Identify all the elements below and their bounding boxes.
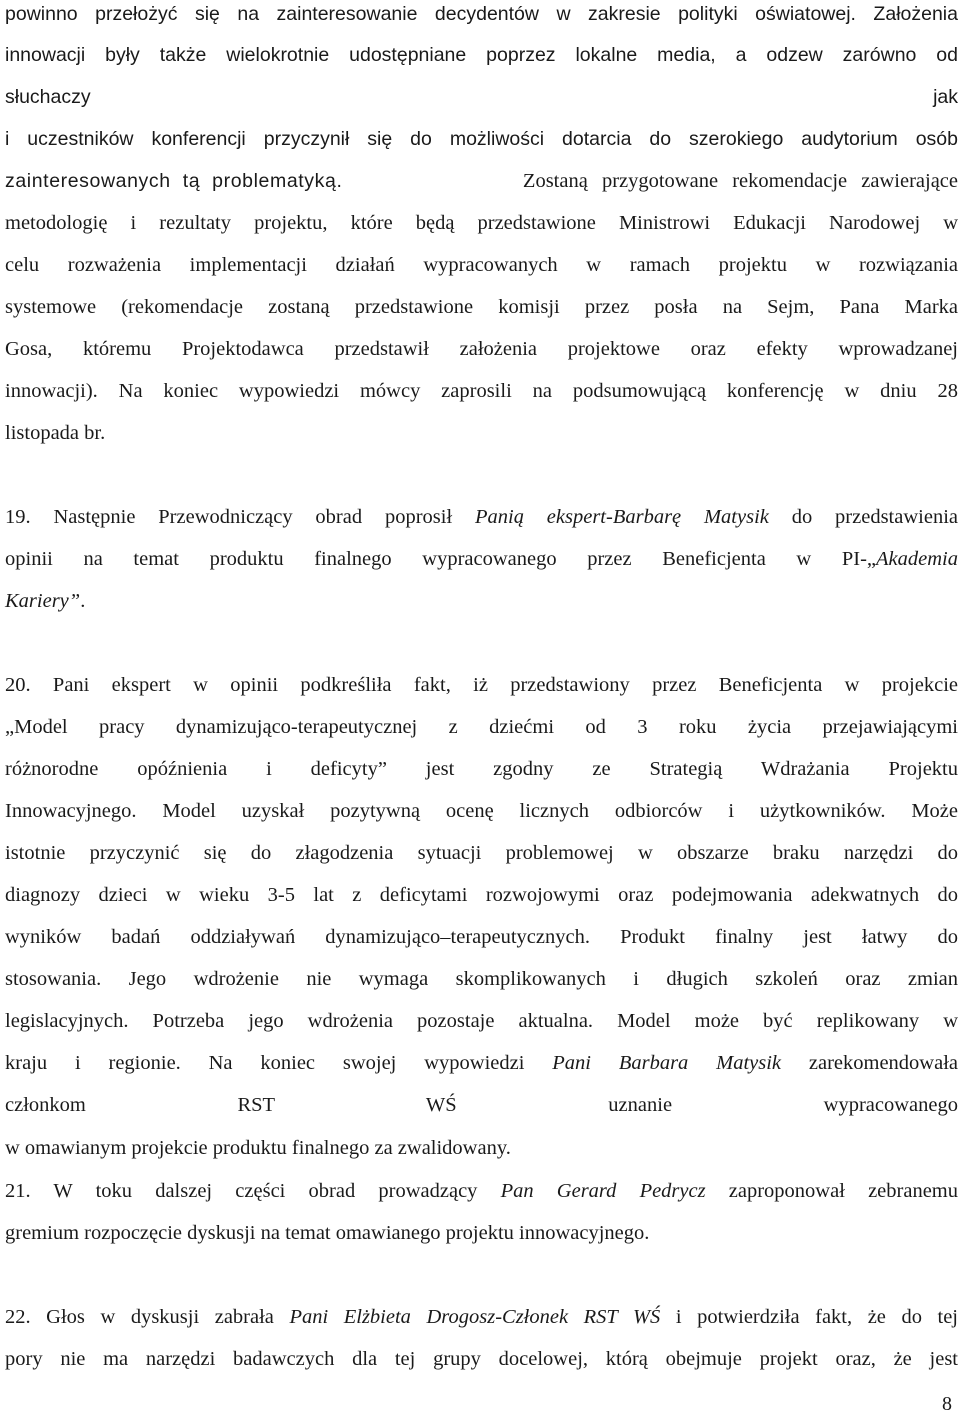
intro-line-11: listopada br. <box>5 422 106 444</box>
intro-line-1: powinno przełożyć się na zainteresowanie decydentów w zakresie polityki oświatowej. Założenia <box>5 3 958 25</box>
intro-line-7: celu rozważenia implementacji działań wypracowanych w ramach projektu w rozwiązania <box>5 254 958 276</box>
intro-line-4: i uczestników konferencji przyczynił się do możliwości dotarcia do szerokiego audytorium osób <box>5 128 958 150</box>
item-21-line-1 <box>5 1179 958 1203</box>
intro-line-3-text: słuchaczy <box>5 86 91 108</box>
item-19-text-a: 19. Następnie Przewodniczący obrad poprosił <box>5 506 475 528</box>
item-19-text-l2a: opinii na temat produktu finalnego wypracowanego przez Beneficjenta w PI-„ <box>5 548 877 570</box>
item-20-line-3: różnorodne opóźnienia i deficyty” jest zgodny ze Strategią Wdrażania Projektu <box>5 758 958 780</box>
item-20-person: Pani Barbara Matysik <box>552 1052 782 1074</box>
item-20-line-12: w omawianym projekcie produktu finalnego za zwalidowany. <box>5 1137 511 1159</box>
item-19-title-part2: Kariery” <box>5 590 81 612</box>
item-20-line-9: legislacyjnych. Potrzeba jego wdrożenia pozostaje aktualna. Model może być replikowany w <box>5 1010 958 1032</box>
item-20-line-10 <box>5 1051 958 1075</box>
intro-line-5-sans: zainteresowanych tą problematyką. <box>5 170 343 192</box>
intro-line-3 <box>5 85 958 109</box>
item-20-line-7: wyników badań oddziaływań dynamizująco–terapeutycznych. Produkt finalny jest łatwy do <box>5 926 958 948</box>
item-22-line-1 <box>5 1305 958 1329</box>
item-21-text-a: 21. W toku dalszej części obrad prowadzący <box>5 1180 501 1202</box>
item-20-line-6: diagnozy dzieci w wieku 3-5 lat z deficytami rozwojowymi oraz podejmowania adekwatnych do <box>5 884 958 906</box>
intro-line-10: innowacji). Na koniec wypowiedzi mówcy zaprosili na podsumowującą konferencję w dniu 28 <box>5 380 958 402</box>
item-21-text-c: zaproponował zebranemu <box>705 1180 958 1202</box>
item-19-title-part1: Akademia <box>876 548 958 570</box>
item-20-line-8: stosowania. Jego wdrożenie nie wymaga skomplikowanych i długich szkoleń oraz zmian <box>5 968 958 990</box>
page-number: 8 <box>942 1393 952 1415</box>
item-19-text-c: do przedstawienia <box>768 506 958 528</box>
intro-line-6: metodologię i rezultaty projektu, które będą przedstawione Ministrowi Edukacji Narodowej w <box>5 212 958 234</box>
intro-line-5 <box>5 169 958 193</box>
item-19-period: . <box>80 590 86 612</box>
item-20-text-c: zarekomendowała <box>781 1052 959 1074</box>
item-20-line-11: członkom RST WŚ uznanie wypracowanego <box>5 1094 958 1116</box>
item-19-line-3 <box>5 589 958 613</box>
item-21-person: Pan Gerard Pedrycz <box>500 1180 706 1202</box>
intro-line-3-end: jak <box>933 86 958 108</box>
item-22-text-c: i potwierdziła fakt, że do tej <box>660 1306 958 1328</box>
item-21-line-2: gremium rozpoczęcie dyskusji na temat omawianego projektu innowacyjnego. <box>5 1222 650 1244</box>
item-20-line-4: Innowacyjnego. Model uzyskał pozytywną ocenę licznych odbiorców i użytkowników. Może <box>5 800 958 822</box>
intro-line-5-serif: Zostaną przygotowane rekomendacje zawierające <box>522 170 958 192</box>
item-19-line-2 <box>5 547 958 571</box>
intro-line-9: Gosa, któremu Projektodawca przedstawił założenia projektowe oraz efekty wprowadzanej <box>5 338 958 360</box>
item-20-line-1: 20. Pani ekspert w opinii podkreśliła fakt, iż przedstawiony przez Beneficjenta w projekcie <box>5 674 958 696</box>
item-19-line-1 <box>5 505 958 529</box>
item-22-line-2: pory nie ma narzędzi badawczych dla tej grupy docelowej, którą obejmuje projekt oraz, że jest <box>5 1348 958 1370</box>
intro-line-2: innowacji były także wielokrotnie udostępniane poprzez lokalne media, a odzew zarówno od <box>5 44 958 66</box>
item-20-line-5: istotnie przyczynić się do złagodzenia sytuacji problemowej w obszarze braku narzędzi do <box>5 842 958 864</box>
item-20-text-a: kraju i regionie. Na koniec swojej wypowiedzi <box>5 1052 553 1074</box>
item-22-person: Pani Elżbieta Drogosz-Członek RST WŚ <box>289 1306 661 1328</box>
item-22-text-a: 22. Głos w dyskusji zabrała <box>5 1306 290 1328</box>
intro-line-8: systemowe (rekomendacje zostaną przedstawione komisji przez posła na Sejm, Pana Marka <box>5 296 958 318</box>
item-19-person: Panią ekspert-Barbarę Matysik <box>474 506 769 528</box>
item-20-line-2: „Model pracy dynamizująco-terapeutycznej z dziećmi od 3 roku życia przejawiającymi <box>5 716 958 738</box>
